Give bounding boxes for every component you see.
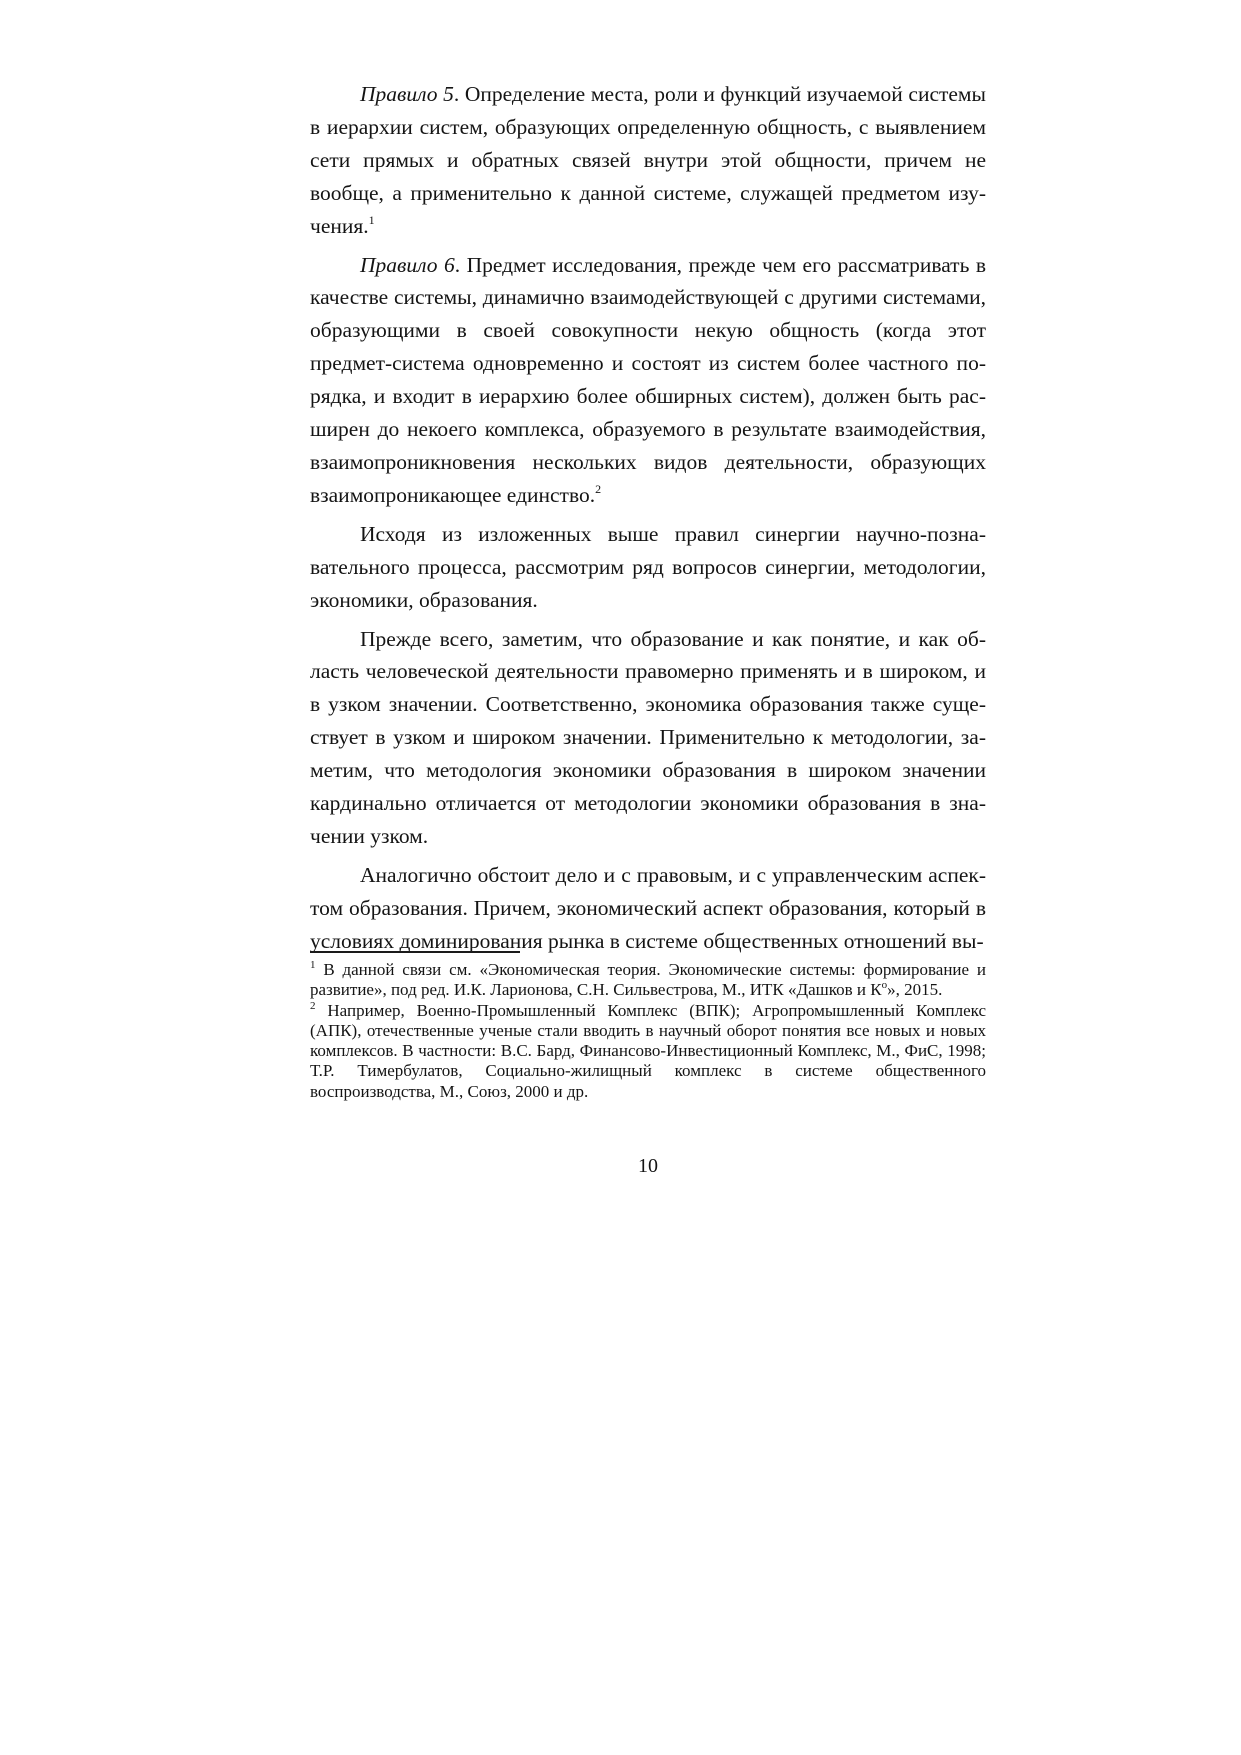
main-text bbox=[310, 78, 986, 964]
footnote-ref-2[interactable]: 2 bbox=[595, 481, 602, 496]
paragraph-rule-6 bbox=[310, 249, 986, 512]
rule-5-heading: Правило 5 bbox=[360, 82, 454, 106]
footnotes bbox=[310, 960, 986, 1102]
footnote-2 bbox=[310, 1001, 986, 1102]
footnote-ref-1[interactable]: 1 bbox=[368, 212, 375, 227]
footnote-1 bbox=[310, 960, 986, 1001]
rule-6-text: . Предмет исследования, прежде чем его рассматривать в качестве системы, динамично взаимодействующей с другими системами, образующими в своей совокупности некую общность (когда этот предмет-система одновременно и состоят из систем более частного порядка, и входит в иерархию более обширных систем), должен быть расширен до некоего комплекса, образуемого в результате взаимодействия, взаимопроникновения нескольких видов деятельности, образующих взаимопроникающее единство. bbox=[310, 252, 987, 507]
rule-5-text: . Определение места, роли и функций изучаемой системы в иерархии систем, образующих определенную общность, с выявлением сети прямых и обратных связей внутри этой общности, причем не вообще, а применительно к данной системе, служащей предметом изучения. bbox=[310, 82, 986, 238]
footnote-2-text: Например, Военно-Промышленный Комплекс (ВПК); Агропромышленный Комплекс (АПК), отечественные ученые стали вводить в научный оборот понятия все новых и новых комплексов. В частности: В.С. Бард, Финансово-Инвестиционный Комплекс, М., ФиС, 1998; Т.Р. Тимербулатов, Социально-жилищный комплекс в системе общественного воспроизводства, М., Союз, 2000 и др. bbox=[310, 1000, 986, 1101]
page-number: 10 bbox=[638, 1155, 658, 1177]
rule-6-heading: Правило 6 bbox=[360, 252, 455, 277]
paragraph-education-meaning: Прежде всего, заметим, что образование и как понятие, и как область человеческой деятельности правомерно применять и в широком, и в узком значении. Соответственно, экономика образования также существует в узком и широком значении. Применительно к методологии, заметим, что методология экономики образования в широком значении кардинально отличается от методологии экономики образования в значении узком. bbox=[310, 626, 986, 848]
paragraph-rule-5 bbox=[310, 78, 986, 243]
footnote-1-mark: 1 bbox=[310, 959, 316, 971]
paragraph-synergy: Исходя из изложенных выше правил синергии научно-познавательного процесса, рассмотрим ряд вопросов синергии, методологии, экономики, образования. bbox=[310, 521, 986, 612]
footnote-1-text: В данной связи см. «Экономическая теория. Экономические системы: формирование и развитие», под ред. И.К. Ларионова, С.Н. Сильвестрова, М., ИТК «Дашков и К bbox=[310, 960, 986, 1000]
footnote-divider bbox=[310, 951, 520, 953]
footnote-2-mark: 2 bbox=[310, 999, 316, 1012]
footnote-1-tail: », 2015. bbox=[887, 980, 943, 1000]
footnote-1-superscript: о bbox=[881, 979, 888, 992]
paragraph-legal-aspect: Аналогично обстоит дело и с правовым, и с управленческим аспектом образования. Причем, экономический аспект образования, который в условиях доминирования рынка в системе общественных отношений вы- bbox=[310, 862, 986, 953]
